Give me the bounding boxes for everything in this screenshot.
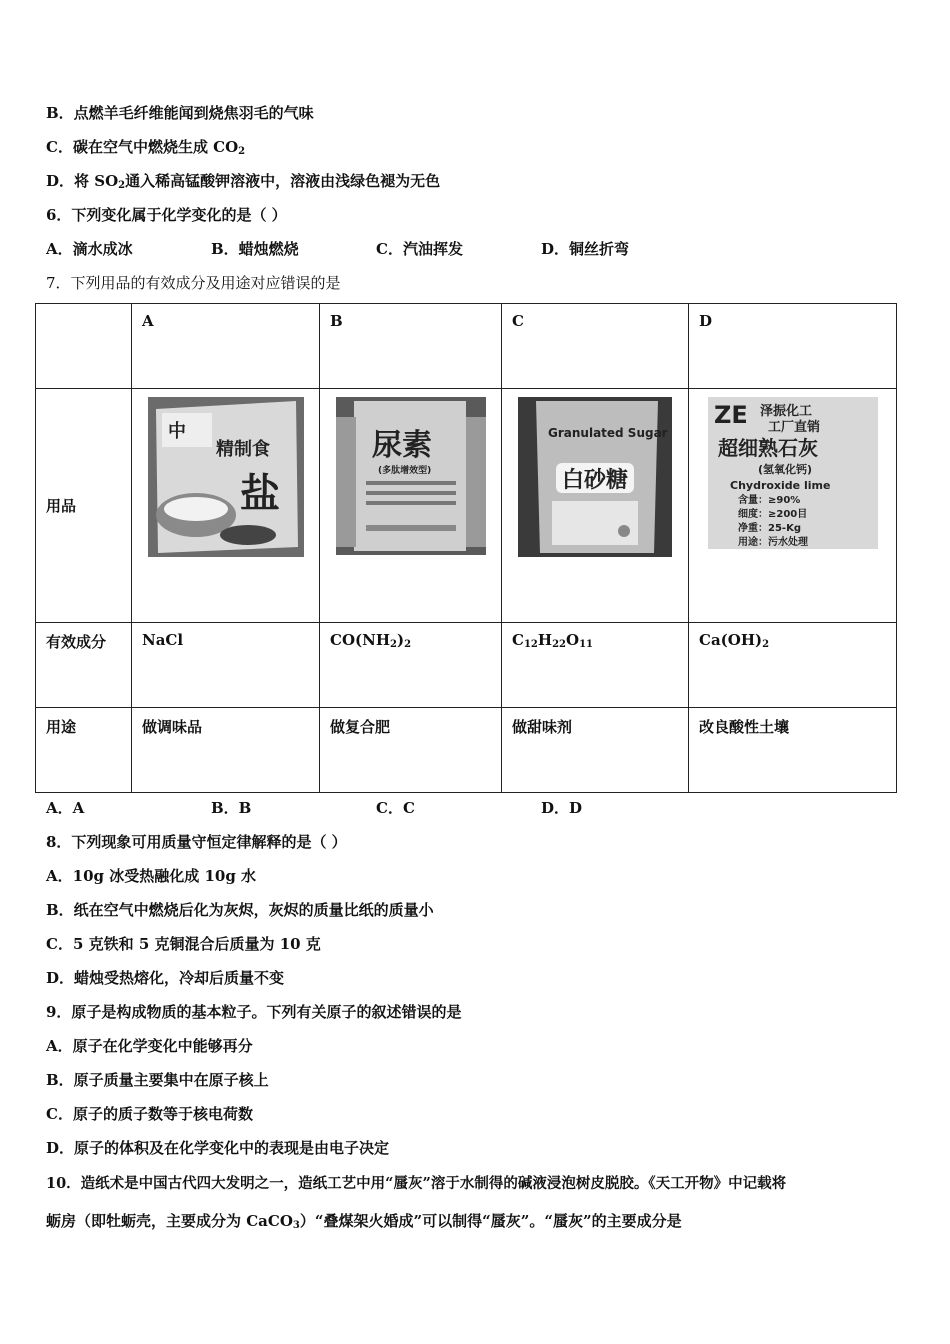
formula-c-carbon: C xyxy=(512,631,524,649)
salt-title-text: 精制食 xyxy=(215,439,270,460)
q7-label-product: 用品 xyxy=(36,389,132,623)
formula-b-sub2: 2 xyxy=(404,639,412,650)
q9-option-a: A．原子在化学变化中能够再分 xyxy=(46,1037,253,1055)
q7-label-usage: 用途 xyxy=(36,708,132,793)
q5-c-text: C．碳在空气中燃烧生成 CO xyxy=(46,138,239,156)
q7-header-a: A xyxy=(132,304,320,389)
salt-big-character: 盐 xyxy=(239,471,280,517)
formula-b-sub1: 2 xyxy=(390,639,397,650)
lime-content-text: 含量：≥90% xyxy=(737,495,800,506)
urea-bag-image xyxy=(336,397,486,555)
q6-stem: 6．下列变化属于化学变化的是（ ） xyxy=(46,206,287,224)
q5-d-subscript: 2 xyxy=(118,180,126,191)
q6-option-d: D．铜丝折弯 xyxy=(541,240,630,258)
formula-c-hydrogen: H xyxy=(537,631,553,649)
salt-bag-image xyxy=(148,397,304,557)
q5-d-text-rest: 通入稀高锰酸钾溶液中，溶液由浅绿色褪为无色 xyxy=(125,172,441,190)
q10-stem-line1: 10．造纸术是中国古代四大发明之一，造纸工艺中用“蜃灰”溶于水制得的碱液浸泡树皮脱胶。《天工开物》中记载将 xyxy=(46,1175,787,1192)
q7-image-cell-c xyxy=(502,389,689,623)
q10-stem-line2 xyxy=(46,1210,682,1231)
q7-formula-b xyxy=(320,623,502,708)
q7-label-ingredient: 有效成分 xyxy=(36,623,132,708)
q9-option-d: D．原子的体积及在化学变化中的表现是由电子决定 xyxy=(46,1139,390,1157)
q7-header-c: C xyxy=(502,304,689,389)
lime-chemical-text: (氢氧化钙) xyxy=(757,463,812,476)
q7-table xyxy=(35,303,897,793)
lime-company-text: 泽振化工 xyxy=(759,404,812,419)
urea-subtitle-text: (多肽增效型) xyxy=(377,466,431,476)
q7-usage-d: 改良酸性土壤 xyxy=(689,708,897,793)
urea-title-text: 尿素 xyxy=(371,428,432,463)
q7-header-d: D xyxy=(689,304,897,389)
lime-bag-image xyxy=(708,397,878,549)
q7-ingredient-row xyxy=(36,623,897,708)
q9-option-c: C．原子的质子数等于核电荷数 xyxy=(46,1105,253,1123)
q7-usage-a: 做调味品 xyxy=(132,708,320,793)
q7-product-row xyxy=(36,389,897,623)
q9-stem: 9．原子是构成物质的基本粒子。下列有关原子的叙述错误的是 xyxy=(46,1003,462,1021)
lime-title-text: 超细熟石灰 xyxy=(717,436,818,460)
sugar-bag-image xyxy=(518,397,672,557)
q5-option-d xyxy=(46,170,440,191)
formula-d-sub: 2 xyxy=(762,639,770,650)
q8-option-b: B．纸在空气中燃烧后化为灰烬，灰烬的质量比纸的质量小 xyxy=(46,901,434,919)
formula-b-part2: ) xyxy=(396,631,405,649)
formula-c-sub3: 11 xyxy=(579,639,593,650)
q7-header-empty xyxy=(36,304,132,389)
lime-sales-text: 工厂直销 xyxy=(767,420,820,435)
q5-option-c xyxy=(46,136,245,157)
q7-image-cell-a xyxy=(132,389,320,623)
q10-line2-subscript: 3 xyxy=(292,1220,300,1231)
q7-usage-c: 做甜味剂 xyxy=(502,708,689,793)
q7-image-cell-d xyxy=(689,389,897,623)
formula-c-oxygen: O xyxy=(565,631,580,649)
lime-english-text: Chydroxide lime xyxy=(729,479,830,492)
q7-formula-d xyxy=(689,623,897,708)
q7-option-b: B．B xyxy=(211,799,252,817)
q9-option-b: B．原子质量主要集中在原子核上 xyxy=(46,1071,269,1089)
q7-header-row xyxy=(36,304,897,389)
q7-formula-a: NaCl xyxy=(132,623,320,708)
formula-d-part: Ca(OH) xyxy=(699,631,763,649)
q5-option-b: B．点燃羊毛纤维能闻到烧焦羽毛的气味 xyxy=(46,104,314,122)
q7-header-b: B xyxy=(320,304,502,389)
lime-usage-text: 用途：污水处理 xyxy=(737,537,808,548)
q7-stem: 7．下列用品的有效成分及用途对应错误的是 xyxy=(46,274,341,292)
lime-weight-text: 净重：25-Kg xyxy=(737,523,801,534)
q6-option-b: B．蜡烛燃烧 xyxy=(211,240,299,258)
sugar-chinese-text: 白砂糖 xyxy=(562,468,629,493)
salt-brand-text: 中 xyxy=(167,421,186,442)
q7-option-d: D．D xyxy=(541,799,583,817)
q10-line2-text-rest: ）“叠煤架火婚成”可以制得“蜃灰”。“蜃灰”的主要成分是 xyxy=(299,1212,682,1230)
q7-usage-b: 做复合肥 xyxy=(320,708,502,793)
q8-stem: 8．下列现象可用质量守恒定律解释的是（ ） xyxy=(46,833,347,851)
formula-c-sub1: 12 xyxy=(523,639,538,650)
q6-option-c: C．汽油挥发 xyxy=(376,240,463,258)
q8-option-c: C．5 克铁和 5 克铜混合后质量为 10 克 xyxy=(46,935,321,953)
q6-option-a: A．滴水成冰 xyxy=(46,240,133,258)
q8-option-d: D．蜡烛受热熔化，冷却后质量不变 xyxy=(46,969,285,987)
formula-b-part1: CO(NH xyxy=(330,631,390,649)
q5-d-text: D．将 SO xyxy=(46,172,119,190)
q10-line2-text: 蛎房（即牡蛎壳，主要成分为 CaCO xyxy=(46,1212,293,1230)
formula-c-sub2: 22 xyxy=(552,639,566,650)
lime-logo-text: ZE xyxy=(713,401,748,429)
q7-usage-row xyxy=(36,708,897,793)
q5-c-subscript: 2 xyxy=(238,146,246,157)
q7-option-c: C．C xyxy=(376,799,415,817)
q7-formula-c xyxy=(502,623,689,708)
sugar-english-text: Granulated Sugar xyxy=(548,426,668,440)
lime-fineness-text: 细度：≥200目 xyxy=(737,509,807,520)
q7-image-cell-b xyxy=(320,389,502,623)
q7-option-a: A．A xyxy=(46,799,85,817)
q8-option-a: A．10g 冰受热融化成 10g 水 xyxy=(46,867,257,885)
